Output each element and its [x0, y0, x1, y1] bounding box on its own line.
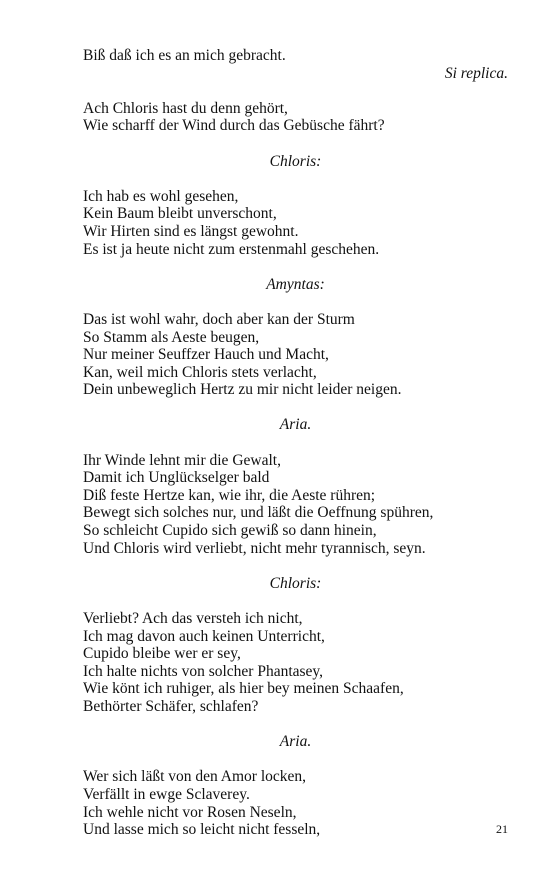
speaker-heading: Aria. — [279, 416, 312, 434]
verse-line: Ich hab es wohl gesehen, — [83, 187, 239, 205]
verse-line: Ich halte nichts von solcher Phantasey, — [83, 662, 324, 680]
verse-line: Kein Baum bleibt unverschont, — [83, 205, 277, 223]
verse-line: Cupido bleibe wer er sey, — [83, 645, 241, 663]
stanza-gap — [83, 557, 508, 575]
stanza-gap — [83, 170, 508, 188]
verse-line: Ich wehle nicht vor Rosen Neseln, — [83, 803, 297, 821]
verse-line: Wer sich läßt von den Amor locken, — [83, 768, 307, 786]
stanza — [83, 311, 508, 399]
speaker-heading: Amyntas: — [266, 275, 325, 293]
verse-line: Ach Chloris hast du denn gehört, — [83, 99, 288, 117]
stanza-gap — [83, 258, 508, 276]
verse-line: Biß daß ich es an mich gebracht. — [83, 47, 286, 64]
stanza-gap — [83, 434, 508, 452]
stage-direction: Si replica. — [444, 64, 508, 82]
verse-line: Ihr Winde lehnt mir die Gewalt, — [83, 451, 281, 469]
verse-line: Das ist wohl wahr, doch aber kan der Sturm — [83, 310, 355, 328]
stanza-gap — [83, 82, 508, 100]
speaker-heading: Aria. — [279, 733, 312, 751]
verse-line: Verfällt in ewge Sclaverey. — [83, 785, 250, 803]
page-text — [83, 47, 508, 839]
verse-line: Nur meiner Seuffzer Hauch und Macht, — [83, 346, 329, 364]
stanza-gap — [83, 399, 508, 417]
verse-line: Diß feste Hertze kan, wie ihr, die Aeste rühren; — [83, 486, 376, 504]
verse-line: Wie könt ich ruhiger, als hier bey meinen Schaafen, — [83, 680, 404, 698]
stanza — [83, 768, 508, 838]
stanza-gap — [83, 135, 508, 153]
speaker-heading: Chloris: — [269, 574, 322, 592]
verse-line: So schleicht Cupido sich gewiß so dann hinein, — [83, 522, 377, 540]
verse-line: Und Chloris wird verliebt, nicht mehr tyrannisch, seyn. — [83, 539, 426, 557]
verse-line: Wie scharff der Wind durch das Gebüsche fährt? — [83, 117, 385, 135]
stanza — [83, 47, 508, 65]
speaker-heading: Chloris: — [269, 152, 322, 170]
verse-line: Ich mag davon auch keinen Unterricht, — [83, 627, 325, 645]
stanza-gap — [83, 592, 508, 610]
verse-line: So Stamm als Aeste beugen, — [83, 328, 260, 346]
verse-line: Es ist ja heute nicht zum erstenmahl geschehen. — [83, 240, 380, 258]
stanza-gap — [83, 751, 508, 769]
stanza — [83, 452, 508, 558]
verse-line: Kan, weil mich Chloris stets verlacht, — [83, 363, 317, 381]
verse-line: Und lasse mich so leicht nicht fesseln, — [83, 821, 321, 839]
verse-line: Damit ich Unglückselger bald — [83, 469, 270, 487]
stanza-gap — [83, 716, 508, 734]
verse-line: Bethörter Schäfer, schlafen? — [83, 697, 259, 715]
stanza — [83, 610, 508, 716]
verse-line: Dein unbeweglich Hertz zu mir nicht leider neigen. — [83, 381, 402, 399]
verse-line: Verliebt? Ach das versteh ich nicht, — [83, 610, 303, 627]
verse-line: Bewegt sich solches nur, und läßt die Oeffnung spühren, — [83, 504, 434, 522]
stanza — [83, 100, 508, 135]
page-number: 21 — [496, 822, 508, 836]
stanza — [83, 188, 508, 258]
stanza-gap — [83, 293, 508, 311]
verse-line: Wir Hirten sind es längst gewohnt. — [83, 222, 299, 240]
